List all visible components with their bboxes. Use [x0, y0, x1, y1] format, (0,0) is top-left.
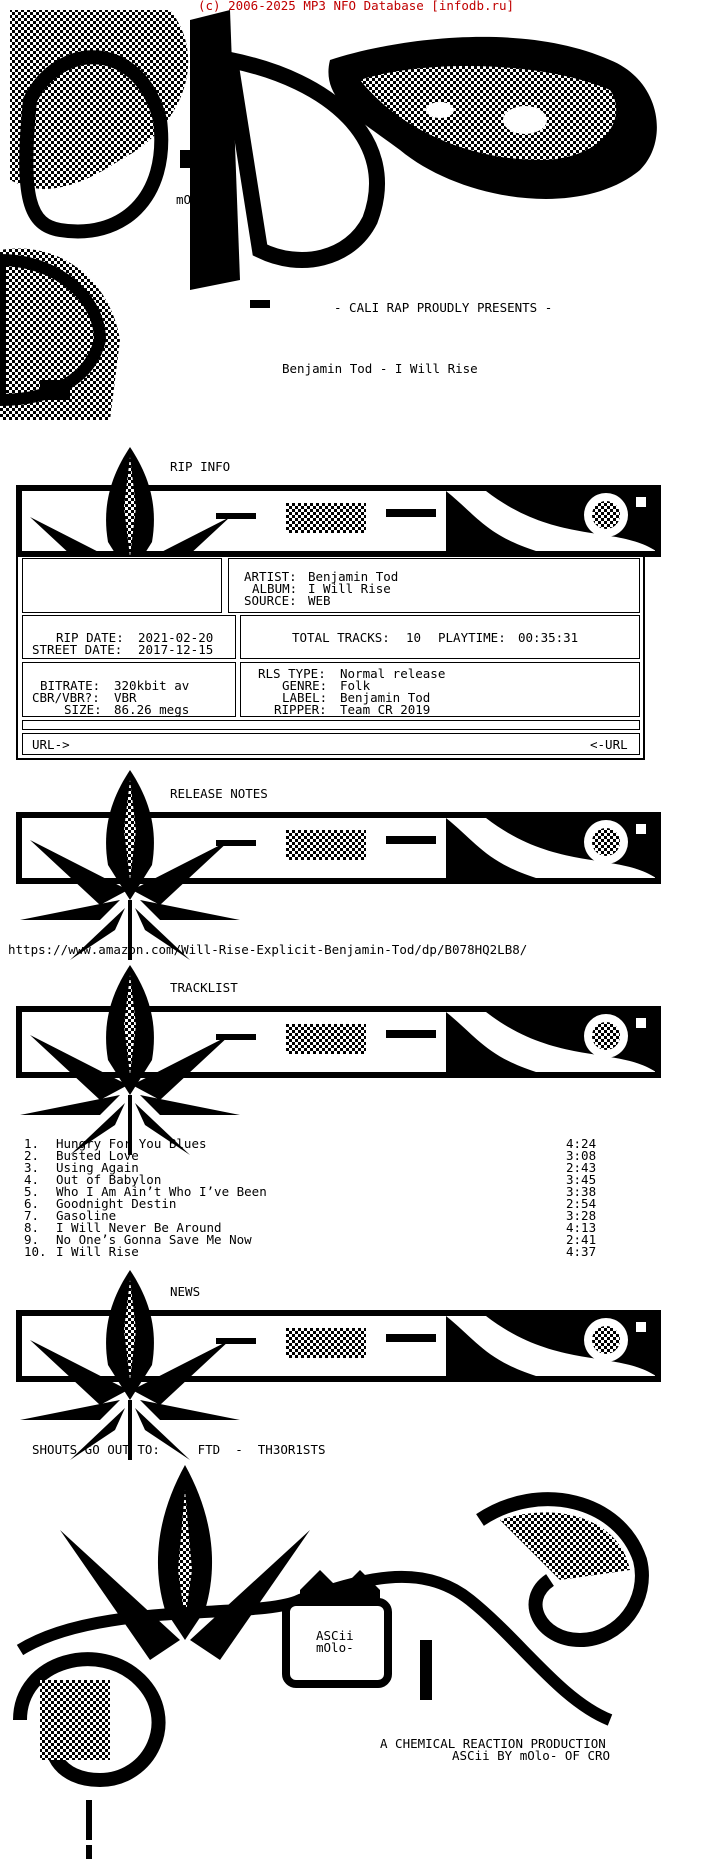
- track-duration: 2:43: [566, 1160, 597, 1175]
- genre-label: GENRE:: [282, 678, 328, 693]
- track-duration: 4:13: [566, 1220, 597, 1235]
- source-value: WEB: [308, 593, 331, 608]
- label-label: LABEL:: [282, 690, 328, 705]
- genre-value: Folk: [340, 678, 371, 693]
- track-duration: 3:08: [566, 1148, 597, 1163]
- track-title: Hungry For You Blues: [56, 1136, 207, 1151]
- track-duration: 4:37: [566, 1244, 597, 1259]
- size-label: SIZE:: [64, 702, 102, 717]
- rip-info-cell-url: [22, 733, 640, 755]
- track-number: 4.: [24, 1172, 40, 1187]
- playtime-value: 00:35:31: [518, 630, 579, 645]
- track-title: Out of Babylon: [56, 1172, 162, 1187]
- track-title: Using Again: [56, 1160, 139, 1175]
- playtime-label: PLAYTIME:: [438, 630, 506, 645]
- bitrate-label: BITRATE:: [40, 678, 101, 693]
- footer-logo-line2: mOlo-: [316, 1640, 354, 1655]
- artist-label: ARTIST:: [244, 569, 297, 584]
- intro-artwork: [0, 10, 657, 420]
- track-title: Busted Love: [56, 1148, 139, 1163]
- rip-date-label: RIP DATE:: [56, 630, 124, 645]
- track-title: Gasoline: [56, 1208, 117, 1223]
- source-label: SOURCE:: [244, 593, 297, 608]
- total-tracks-value: 10: [406, 630, 422, 645]
- artist-value: Benjamin Tod: [308, 569, 399, 584]
- track-number: 6.: [24, 1196, 40, 1211]
- ascii-credit: ASCii BY mOlo- OF CRO: [452, 1748, 611, 1763]
- track-duration: 3:28: [566, 1208, 597, 1223]
- production-credit: A CHEMICAL REACTION PRODUCTION: [380, 1736, 606, 1751]
- cbr-label: CBR/VBR?:: [32, 690, 100, 705]
- footer-logo-line1: ASCii: [316, 1628, 354, 1643]
- rls-type-label: RLS TYPE:: [258, 666, 326, 681]
- street-date-value: 2017-12-15: [138, 642, 214, 657]
- total-tracks-label: TOTAL TRACKS:: [292, 630, 390, 645]
- track-number: 9.: [24, 1232, 40, 1247]
- cbr-value: VBR: [114, 690, 137, 705]
- rip-info-cell-spacer: [22, 720, 640, 730]
- release-notes-heading: RELEASE NOTES: [170, 786, 268, 801]
- size-value: 86.26 megs: [114, 702, 190, 717]
- ripper-label: RIPPER:: [274, 702, 327, 717]
- track-duration: 4:24: [566, 1136, 597, 1151]
- track-number: 2.: [24, 1148, 40, 1163]
- track-number: 10.: [24, 1244, 47, 1259]
- site-credit: (c) 2006-2025 MP3 NFO Database [infodb.ru]: [198, 0, 515, 13]
- track-title: No One’s Gonna Save Me Now: [56, 1232, 252, 1247]
- track-number: 5.: [24, 1184, 40, 1199]
- track-duration: 3:38: [566, 1184, 597, 1199]
- album-label: ALBUM:: [252, 581, 298, 596]
- release-title: Benjamin Tod - I Will Rise: [282, 361, 478, 376]
- track-title: Who I Am Ain’t Who I’ve Been: [56, 1184, 267, 1199]
- signature: mOlo/CRO: [176, 192, 237, 207]
- track-title: I Will Rise: [56, 1244, 139, 1259]
- rip-info-cell-blank: [22, 558, 222, 613]
- album-value: I Will Rise: [308, 581, 391, 596]
- track-number: 3.: [24, 1160, 40, 1175]
- track-title: Goodnight Destin: [56, 1196, 177, 1211]
- track-number: 8.: [24, 1220, 40, 1235]
- track-number: 1.: [24, 1136, 40, 1151]
- news-heading: NEWS: [170, 1284, 201, 1299]
- track-duration: 2:54: [566, 1196, 597, 1211]
- rip-date-value: 2021-02-20: [138, 630, 214, 645]
- track-number: 7.: [24, 1208, 40, 1223]
- rls-type-value: Normal release: [340, 666, 446, 681]
- label-value: Benjamin Tod: [340, 690, 431, 705]
- tracklist-heading: TRACKLIST: [170, 980, 238, 995]
- url-right-marker: <-URL: [590, 737, 628, 752]
- track-duration: 2:41: [566, 1232, 597, 1247]
- shouts-line: SHOUTS GO OUT TO: FTD - TH3OR1STS: [32, 1442, 326, 1457]
- rip-info-heading: RIP INFO: [170, 459, 231, 474]
- track-title: I Will Never Be Around: [56, 1220, 222, 1235]
- bitrate-value: 320kbit av: [114, 678, 190, 693]
- track-duration: 3:45: [566, 1172, 597, 1187]
- street-date-label: STREET DATE:: [32, 642, 123, 657]
- ripper-value: Team CR 2019: [340, 702, 431, 717]
- url-left-marker: URL->: [32, 737, 70, 752]
- presents-line: - CALI RAP PROUDLY PRESENTS -: [334, 300, 553, 315]
- footer-artwork: [20, 1465, 642, 1859]
- release-url-link[interactable]: https://www.amazon.com/Will-Rise-Explicit-Benjamin-Tod/dp/B078HQ2LB8/: [8, 942, 528, 957]
